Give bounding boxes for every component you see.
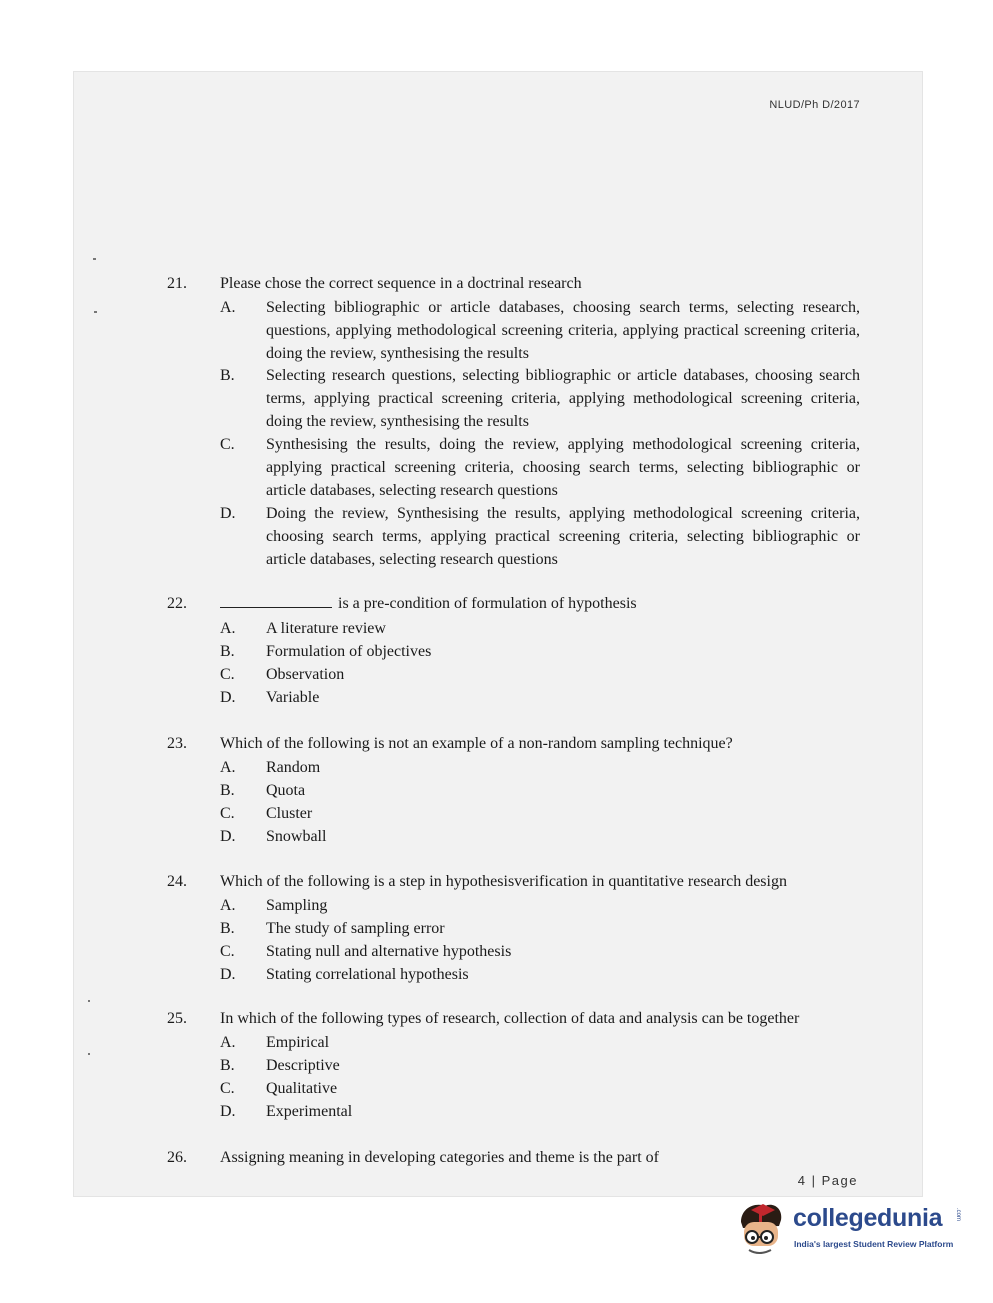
collegedunia-logo (735, 1200, 965, 1260)
option-text: Snowball (266, 828, 327, 845)
question-text: In which of the following types of research, collection of data and analysis can be together (220, 1010, 800, 1027)
option-text: Selecting bibliographic or article databases, choosing search terms, selecting research, questions, applying methodological screening criteria, applying practical screening criteria, doing the review, synthesising the results (266, 299, 860, 362)
question-number: 23. (167, 735, 187, 752)
question-number: 24. (167, 873, 187, 890)
option-letter: A. (220, 897, 236, 914)
mascot-icon (735, 1200, 791, 1260)
option-text: Stating correlational hypothesis (266, 966, 469, 983)
question-number: 25. (167, 1010, 187, 1027)
option-letter: A. (220, 1034, 236, 1051)
option-text: A literature review (266, 620, 386, 637)
option-letter: D. (220, 505, 236, 522)
option-text: Experimental (266, 1103, 353, 1120)
option-letter: D. (220, 1103, 236, 1120)
question-text: Which of the following is not an example of a non-random sampling technique? (220, 735, 733, 752)
option-letter: C. (220, 943, 235, 960)
option-letter: C. (220, 666, 235, 683)
brand-domain: .com (955, 1208, 961, 1222)
option-text: Quota (266, 782, 306, 799)
option-text: Formulation of objectives (266, 643, 432, 660)
option-letter: D. (220, 966, 236, 983)
brand-tagline: India's largest Student Review Platform (794, 1239, 954, 1249)
question-text: Assigning meaning in developing categories and theme is the part of (220, 1149, 659, 1166)
option-letter: B. (220, 920, 235, 937)
question-text: is a pre-condition of formulation of hypothesis (338, 595, 637, 612)
option-text: Observation (266, 666, 345, 683)
exam-page (73, 71, 923, 1197)
paper-code: NLUD/Ph D/2017 (769, 99, 860, 111)
brand-name: collegedunia (793, 1204, 943, 1232)
option-letter: A. (220, 759, 236, 776)
option-letter: A. (220, 299, 236, 316)
option-text: The study of sampling error (266, 920, 445, 937)
option-letter: C. (220, 1080, 235, 1097)
question-text: Which of the following is a step in hypothesisverification in quantitative research design (220, 873, 787, 890)
option-letter: A. (220, 620, 236, 637)
scan-speck (94, 311, 97, 313)
option-letter: B. (220, 1057, 235, 1074)
option-letter: C. (220, 805, 235, 822)
option-text: Descriptive (266, 1057, 340, 1074)
option-text: Stating null and alternative hypothesis (266, 943, 512, 960)
option-text: Selecting research questions, selecting bibliographic or article databases, choosing search terms, applying practical screening criteria, applying methodological screening criteria, doing the review, synthesising the results (266, 367, 860, 430)
option-letter: B. (220, 367, 235, 384)
option-text: Synthesising the results, doing the review, applying methodological screening criteria, applying practical screening criteria, choosing search terms, selecting bibliographic or article databases, selecting research questions (266, 436, 860, 499)
option-letter: B. (220, 782, 235, 799)
question-number: 26. (167, 1149, 187, 1166)
option-letter: D. (220, 689, 236, 706)
option-text: Sampling (266, 897, 328, 914)
option-text: Qualitative (266, 1080, 338, 1097)
answer-blank (220, 593, 332, 608)
scan-speck (88, 1000, 90, 1002)
question-text: Please chose the correct sequence in a doctrinal research (220, 275, 582, 292)
option-letter: D. (220, 828, 236, 845)
option-text: Variable (266, 689, 320, 706)
page-number: 4 | Page (797, 1173, 858, 1188)
scan-speck (88, 1053, 90, 1055)
option-text: Cluster (266, 805, 313, 822)
question-text-wrapper (220, 593, 860, 615)
scan-speck (93, 258, 96, 260)
option-text: Empirical (266, 1034, 330, 1051)
question-number: 22. (167, 595, 187, 612)
option-letter: B. (220, 643, 235, 660)
option-letter: C. (220, 436, 235, 453)
option-text: Doing the review, Synthesising the results, applying methodological screening criteria, choosing search terms, applying practical screening criteria, selecting bibliographic or article databases, selecting research questions (266, 505, 860, 568)
option-text: Random (266, 759, 321, 776)
question-number: 21. (167, 275, 187, 292)
